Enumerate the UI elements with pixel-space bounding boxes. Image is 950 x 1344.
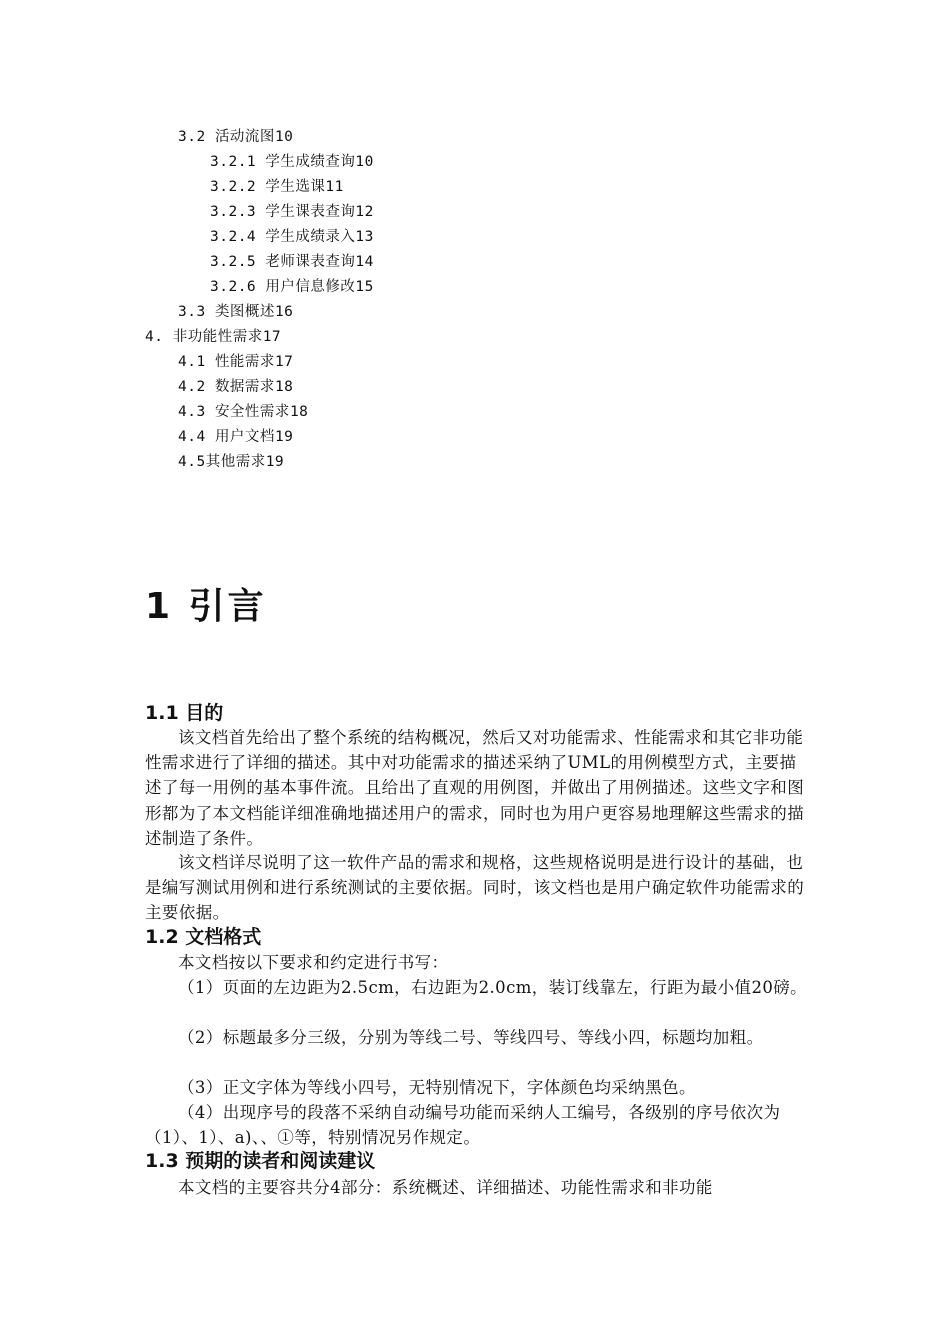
paragraph: 该文档首先给出了整个系统的结构概况，然后又对功能需求、性能需求和其它非功能性需求进行了详细的描述。其中对功能需求的描述采纳了UML的用例模型方式，主要描述了每一用例的基本事件流。且给出了直观的用例图，并做出了用例描述。这些文字和图形都为了本文档能详细准确地描述用户的需求，同时也为用户更容易地理解这些需求的描述制造了条件。 bbox=[145, 728, 805, 848]
chapter-title: 1 引言 bbox=[145, 586, 267, 627]
toc-entry[interactable]: 4.5其他需求19 bbox=[178, 454, 285, 470]
toc-entry[interactable]: 3.2.6 用户信息修改15 bbox=[210, 279, 374, 295]
toc-entry[interactable]: 4.2 数据需求18 bbox=[178, 379, 294, 395]
toc-entry[interactable]: 3.2.3 学生课表查询12 bbox=[210, 204, 374, 220]
paragraph: 本文档的主要容共分4部分：系统概述、详细描述、功能性需求和非功能 bbox=[178, 1178, 713, 1197]
paragraph: （2）标题最多分三级，分别为等线二号、等线四号、等线小四，标题均加粗。 bbox=[178, 1028, 764, 1047]
paragraph: 本文档按以下要求和约定进行书写： bbox=[178, 953, 449, 972]
paragraph: （4）出现序号的段落不采纳自动编号功能而采纳人工编号，各级别的序号依次为（1）、1）、a)、、①等，特别情况另作规定。 bbox=[145, 1103, 781, 1148]
paragraph: （3）正文字体为等线小四号，无特别情况下，字体颜色均采纳黑色。 bbox=[178, 1078, 696, 1097]
section-heading-1-3: 1.3 预期的读者和阅读建议 bbox=[145, 1150, 376, 1172]
toc-entry[interactable]: 3.2.1 学生成绩查询10 bbox=[210, 154, 374, 170]
toc-entry[interactable]: 4.3 安全性需求18 bbox=[178, 404, 309, 420]
toc-entry[interactable]: 3.2 活动流图10 bbox=[178, 129, 294, 145]
toc-entry[interactable]: 3.2.5 老师课表查询14 bbox=[210, 254, 374, 270]
section-heading-1-2: 1.2 文档格式 bbox=[145, 926, 262, 948]
toc-entry[interactable]: 4.1 性能需求17 bbox=[178, 354, 294, 370]
toc-entry[interactable]: 4. 非功能性需求17 bbox=[145, 329, 282, 345]
paragraph: （1）页面的左边距为2.5cm，右边距为2.0cm，装订线靠左，行距为最小值20磅。 bbox=[178, 978, 808, 997]
toc-entry[interactable]: 3.2.4 学生成绩录入13 bbox=[210, 229, 374, 245]
toc-entry[interactable]: 3.3 类图概述16 bbox=[178, 304, 294, 320]
section-heading-1-1: 1.1 目的 bbox=[145, 702, 224, 724]
toc-entry[interactable]: 3.2.2 学生选课11 bbox=[210, 179, 344, 195]
toc-entry[interactable]: 4.4 用户文档19 bbox=[178, 429, 294, 445]
paragraph: 该文档详尽说明了这一软件产品的需求和规格，这些规格说明是进行设计的基础，也是编写测试用例和进行系统测试的主要依据。同时，该文档也是用户确定软件功能需求的主要依据。 bbox=[145, 853, 805, 923]
